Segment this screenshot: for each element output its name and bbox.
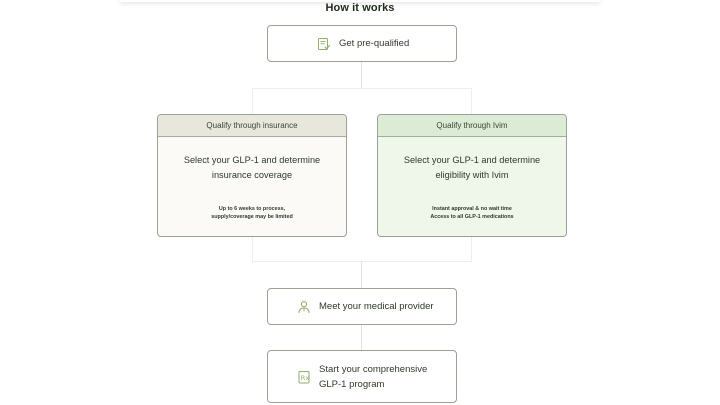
card-note	[158, 205, 346, 221]
step-label-line: GLP-1 program	[319, 378, 385, 390]
step-label-line: Start your comprehensive	[319, 363, 428, 375]
card-qualify-ivim	[377, 114, 567, 237]
card-description	[158, 153, 346, 183]
step-meet-provider	[267, 288, 457, 325]
page-title: How it works	[325, 2, 395, 14]
svg-text:Rx: Rx	[300, 373, 310, 382]
prescription-icon	[297, 370, 311, 384]
connector-line	[361, 324, 362, 350]
card-description-line: Select your GLP-1 and determine	[183, 155, 321, 165]
card-description-line: Select your GLP-1 and determine	[403, 155, 541, 165]
card-description	[378, 153, 566, 183]
step-label: Get pre-qualified	[339, 38, 410, 49]
step-start-program	[267, 350, 457, 403]
card-note	[378, 205, 566, 221]
card-note-line: Instant approval & no wait time	[432, 206, 512, 212]
card-header: Qualify through Ivim	[378, 115, 566, 137]
card-note-line: Up to 6 weeks to process,	[218, 206, 286, 212]
connector-line	[361, 262, 362, 288]
card-note-line: Access to all GLP-1 medications	[430, 214, 514, 220]
card-description-line: eligibility with Ivim	[435, 170, 509, 180]
doctor-icon	[297, 300, 311, 314]
document-check-icon	[317, 37, 331, 51]
card-header: Qualify through insurance	[158, 115, 346, 137]
step-label: Meet your medical provider	[319, 301, 434, 312]
card-qualify-insurance	[157, 114, 347, 237]
step-get-prequalified	[267, 25, 457, 62]
card-description-line: insurance coverage	[211, 170, 293, 180]
step-label	[319, 362, 427, 392]
card-note-line: supply/coverage may be limited	[211, 214, 293, 220]
connector-line	[361, 61, 362, 88]
